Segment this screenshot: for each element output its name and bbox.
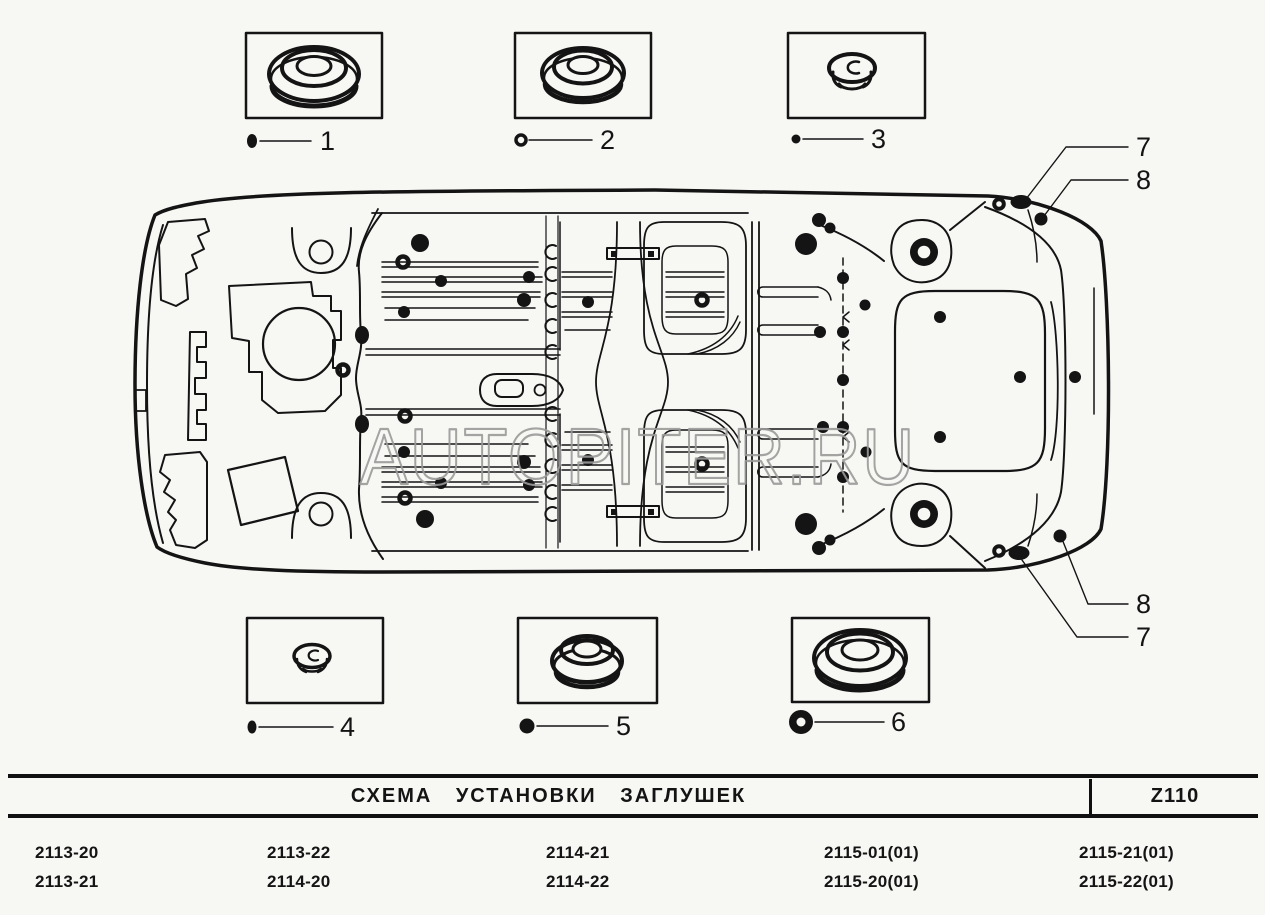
part-number-3: 3 [871, 124, 887, 154]
model-cell: 2114-22 [546, 872, 610, 891]
trunk-inner-outline [985, 207, 1066, 561]
model-cell: 2113-22 [267, 843, 331, 862]
plug-small-icon [829, 54, 875, 89]
grommet-large-icon [542, 48, 624, 102]
part-marker-4 [248, 721, 334, 734]
callout-leader-top-7 [1023, 147, 1128, 203]
rear-floor-panel-top [644, 222, 746, 354]
part-marker-1 [247, 134, 311, 148]
table-border-bottom [8, 814, 1258, 818]
part-number-1: 1 [320, 126, 336, 156]
table-title-row [8, 779, 1258, 814]
model-cell: 2115-20(01) [824, 872, 919, 891]
trunk-right-arc [1051, 302, 1058, 460]
part-box-3-frame [788, 33, 925, 118]
part-box-3 [788, 33, 925, 154]
callout-label-top-8: 8 [1136, 165, 1152, 195]
table-title: СХЕМА УСТАНОВКИ ЗАГЛУШЕК [350, 785, 747, 807]
model-cell: 2114-20 [267, 872, 331, 891]
part-number-2: 2 [600, 125, 616, 155]
strut-tower-front-bottom [292, 493, 351, 538]
shifter-opening [480, 374, 563, 406]
model-cell: 2115-21(01) [1079, 843, 1174, 862]
diamond-panel [228, 457, 298, 525]
marker-dot-icon [792, 135, 801, 144]
model-cell: 2115-22(01) [1079, 872, 1174, 891]
table-border-top [8, 774, 1258, 778]
model-cell: 2113-20 [35, 843, 99, 862]
part-marker-3 [792, 135, 864, 144]
wheel-arch-top [891, 220, 951, 282]
front-panel-top [159, 219, 209, 306]
front-structure [159, 209, 383, 559]
plug-dots [355, 213, 1081, 556]
part-box-2 [515, 33, 651, 155]
part-box-6 [789, 618, 929, 737]
front-panel-mid-zigzag [188, 332, 206, 440]
strut-tower-front-top [292, 228, 351, 273]
table-code: Z110 [1150, 785, 1200, 807]
part-marker-5 [520, 719, 609, 734]
model-cell: 2115-01(01) [824, 843, 919, 862]
grommet-medium-icon [552, 636, 622, 687]
part-box-5-frame [518, 618, 657, 703]
callout-leader-bottom-8 [1062, 539, 1128, 604]
part-box-5 [518, 618, 657, 741]
part-box-4 [247, 618, 383, 742]
part-box-2-frame [515, 33, 651, 118]
callout-label-bottom-7: 7 [1136, 622, 1152, 652]
marker-ring-icon [516, 135, 526, 145]
plug-tiny-icon [294, 645, 330, 673]
model-cell: 2114-21 [546, 843, 610, 862]
callout-label-top-7: 7 [1136, 132, 1152, 162]
grommet-large-icon [269, 47, 359, 106]
marker-dot-icon [248, 721, 257, 734]
tunnel-edge-line [356, 213, 383, 559]
part-number-4: 4 [340, 712, 356, 742]
gearbox-panel [229, 282, 341, 413]
engine-opening [263, 308, 335, 380]
part-number-5: 5 [616, 711, 632, 741]
callout-label-bottom-8: 8 [1136, 589, 1152, 619]
rear-structure [752, 202, 1094, 568]
part-marker-2 [516, 135, 592, 145]
watermark-text: AUTOPITER.RU [360, 412, 916, 501]
part-marker-6 [789, 710, 884, 734]
model-cell: 2113-21 [35, 872, 99, 891]
part-box-1 [246, 33, 382, 156]
grommet-large-icon [814, 630, 906, 690]
marker-dot-icon [520, 719, 535, 734]
part-number-6: 6 [891, 707, 907, 737]
marker-dot-icon [247, 134, 257, 148]
front-panel-bottom [160, 452, 207, 548]
car-underbody-drawing [135, 190, 1109, 572]
